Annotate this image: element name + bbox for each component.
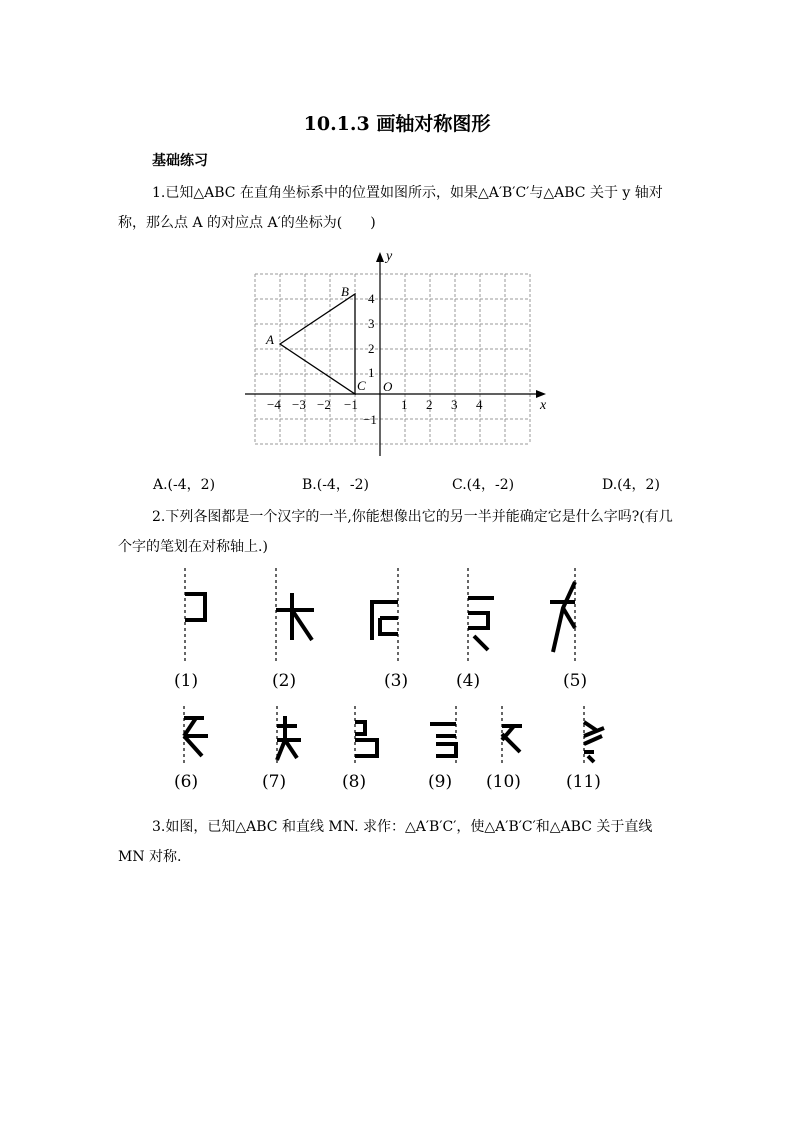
half-character-8 bbox=[345, 706, 390, 766]
caption-10: (10) bbox=[486, 772, 521, 792]
x-tick-label: −2 bbox=[317, 397, 331, 412]
caption-4: (4) bbox=[456, 671, 481, 691]
y-axis-arrow bbox=[376, 252, 384, 262]
question-1-text: 1.已知△ABC 在直角坐标系中的位置如图所示，如果△A′B′C′与△ABC 关于 y 轴对称，那么点 A 的对应点 A′的坐标为( ) bbox=[118, 185, 663, 231]
caption-1: (1) bbox=[174, 671, 199, 691]
y-tick-labels bbox=[363, 291, 377, 427]
caption-2: (2) bbox=[272, 671, 297, 691]
question-2-text: 2.下列各图都是一个汉字的一半,你能想像出它的另一半并能确定它是什么字吗?(有几个字的笔划在对称轴上.) bbox=[118, 509, 673, 555]
x-tick-label: 2 bbox=[426, 397, 433, 412]
point-c-label: C bbox=[357, 378, 366, 393]
half-character-7 bbox=[265, 706, 310, 766]
half-character-4 bbox=[460, 568, 505, 663]
x-tick-labels bbox=[267, 397, 483, 412]
option-b: B.(-4，-2) bbox=[302, 477, 369, 493]
x-tick-label: 1 bbox=[401, 397, 408, 412]
x-axis-arrow bbox=[536, 390, 546, 398]
x-tick-label: −4 bbox=[267, 397, 281, 412]
y-axis-label: y bbox=[386, 249, 393, 264]
x-tick-label: 4 bbox=[476, 397, 483, 412]
point-b-label: B bbox=[341, 284, 349, 299]
origin-label: O bbox=[383, 379, 393, 394]
caption-9: (9) bbox=[428, 772, 453, 792]
caption-3: (3) bbox=[384, 671, 409, 691]
option-d: D.(4，2) bbox=[602, 477, 660, 493]
y-tick-label: −1 bbox=[363, 412, 377, 427]
half-character-5 bbox=[545, 568, 590, 663]
option-c: C.(4，-2) bbox=[452, 477, 515, 493]
grid bbox=[255, 274, 530, 444]
x-tick-label: −3 bbox=[292, 397, 306, 412]
coordinate-graph bbox=[240, 244, 560, 459]
half-character-9 bbox=[420, 706, 465, 766]
question-3-text: 3.如图，已知△ABC 和直线 MN. 求作：△A′B′C′，使△A′B′C′和△ABC 关于直线 MN 对称. bbox=[118, 819, 653, 865]
half-character-2 bbox=[262, 568, 322, 663]
half-character-1 bbox=[170, 568, 215, 663]
y-tick-label: 1 bbox=[368, 365, 375, 380]
half-character-11 bbox=[572, 706, 617, 766]
y-tick-label: 4 bbox=[368, 291, 375, 306]
caption-5: (5) bbox=[563, 671, 588, 691]
half-character-3 bbox=[362, 568, 407, 663]
y-tick-label: 2 bbox=[368, 341, 375, 356]
half-character-10 bbox=[494, 706, 539, 766]
y-tick-label: 3 bbox=[368, 316, 375, 331]
half-character-6 bbox=[172, 706, 217, 766]
caption-7: (7) bbox=[262, 772, 287, 792]
caption-11: (11) bbox=[566, 772, 601, 792]
x-tick-label: −1 bbox=[344, 397, 358, 412]
x-axis-label: x bbox=[540, 398, 547, 413]
option-a: A.(-4，2) bbox=[153, 477, 216, 493]
x-tick-label: 3 bbox=[451, 397, 458, 412]
caption-8: (8) bbox=[342, 772, 367, 792]
caption-6: (6) bbox=[174, 772, 199, 792]
triangle-abc bbox=[280, 294, 355, 394]
section-heading: 基础练习 bbox=[152, 153, 208, 169]
point-a-label: A bbox=[266, 332, 274, 347]
page-title: 10.1.3 画轴对称图形 bbox=[303, 113, 491, 135]
